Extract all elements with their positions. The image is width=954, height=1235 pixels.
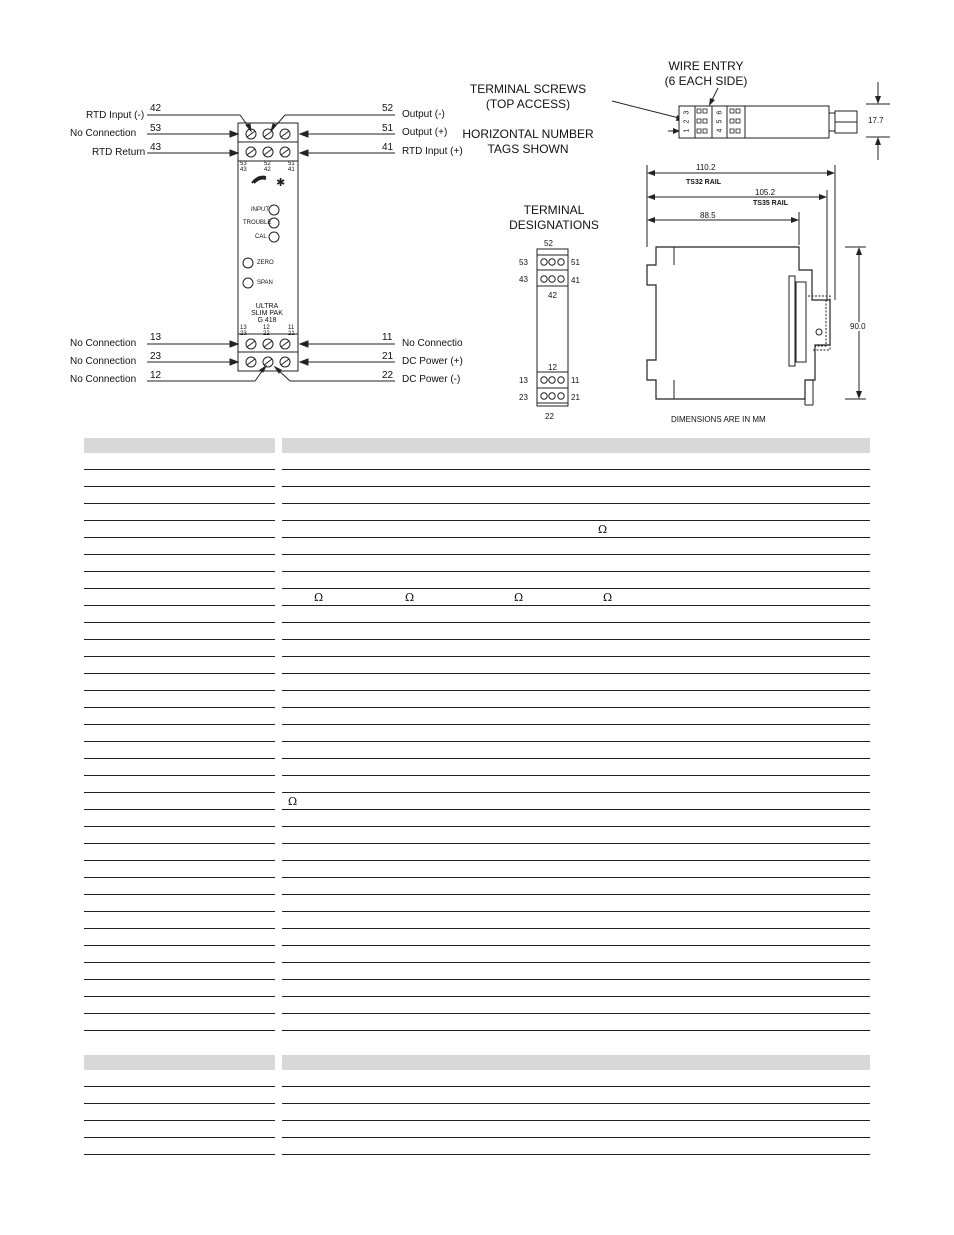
left-label-6: No Connection — [70, 374, 137, 385]
table-row — [84, 470, 870, 487]
omega-symbol: Ω — [314, 591, 324, 604]
omega-symbol: Ω — [514, 591, 524, 604]
table-row — [84, 827, 870, 844]
terminal-screws-note — [462, 82, 594, 112]
omega-symbol: Ω — [405, 591, 415, 604]
module-drawing — [0, 0, 954, 420]
desig-row3-right: 11 — [571, 376, 580, 385]
table-row — [84, 640, 870, 657]
table-header-left — [84, 1055, 275, 1070]
terminal-screws-line-1: TERMINAL SCREWS — [469, 82, 587, 96]
table-row — [84, 742, 870, 759]
entry-num-4: 4 — [716, 128, 724, 133]
table-row — [84, 1138, 870, 1155]
right-label-6: DC Power (-) — [402, 374, 461, 385]
desig-mid-bottom: 12 — [548, 363, 557, 372]
left-num-5: 23 — [150, 351, 162, 362]
table-row — [84, 504, 870, 521]
wire-entry-note — [655, 59, 757, 89]
table-row — [84, 521, 870, 538]
desig-row2-left: 43 — [519, 275, 528, 284]
table-row — [84, 1104, 870, 1121]
table-row — [84, 623, 870, 640]
table-row — [84, 895, 870, 912]
desig-row4-left: 23 — [519, 393, 528, 402]
dim-ts32-label: TS32 RAIL — [686, 179, 722, 186]
left-num-1: 42 — [150, 103, 162, 114]
table-row — [84, 691, 870, 708]
table-row — [84, 657, 870, 674]
wire-entry-line-2: (6 EACH SIDE) — [664, 74, 748, 88]
right-num-1: 52 — [382, 103, 394, 114]
table-row — [84, 861, 870, 878]
table-row — [84, 606, 870, 623]
entry-num-3: 1 — [683, 128, 691, 133]
dim-110-2: 110.2 — [696, 163, 716, 172]
right-label-4: No Connectio — [402, 338, 463, 349]
left-num-3: 43 — [150, 142, 162, 153]
table-row — [84, 759, 870, 776]
product-name — [247, 303, 287, 324]
left-num-2: 53 — [150, 123, 162, 134]
dim-90-0: 90.0 — [850, 322, 866, 331]
table-row — [84, 946, 870, 963]
svg-text:✱: ✱ — [276, 176, 286, 189]
right-label-1: Output (-) — [402, 109, 445, 120]
table-row — [84, 1087, 870, 1104]
table-row — [84, 1070, 870, 1087]
desig-row1-left: 53 — [519, 258, 528, 267]
table-header-right — [282, 1055, 870, 1070]
table-row — [84, 708, 870, 725]
right-num-5: 21 — [382, 351, 394, 362]
table-row — [84, 487, 870, 504]
led-label-trouble: TROUBLE — [243, 220, 272, 226]
desig-row3-left: 13 — [519, 376, 528, 385]
bottom-tag-3: 11 — [288, 325, 295, 331]
table-row — [84, 453, 870, 470]
table-header — [84, 438, 870, 453]
spec-table — [84, 438, 870, 1031]
table-row — [84, 980, 870, 997]
bottom-tag-1: 13 — [240, 325, 247, 331]
table-row — [84, 674, 870, 691]
entry-numbers-left — [681, 108, 693, 135]
right-label-5: DC Power (+) — [402, 356, 463, 367]
table-row — [84, 572, 870, 589]
table-row — [84, 844, 870, 861]
entry-num-1: 3 — [683, 110, 691, 115]
left-num-6: 12 — [150, 370, 162, 381]
right-num-2: 51 — [382, 123, 394, 134]
horizontal-tags-note — [460, 127, 596, 157]
dimensions-note: DIMENSIONS ARE IN MM — [671, 415, 766, 424]
top-tag-6: 41 — [288, 167, 295, 173]
table-row — [84, 1014, 870, 1031]
left-label-2: No Connection — [70, 128, 137, 139]
top-tag-4: 43 — [240, 167, 247, 173]
table-header-right — [282, 438, 870, 453]
right-num-3: 41 — [382, 142, 394, 153]
led-label-cal: CAL — [255, 234, 267, 240]
omega-symbol: Ω — [598, 523, 608, 536]
pot-label-span: SPAN — [257, 280, 273, 286]
led-label-input: INPUT — [251, 207, 269, 213]
right-num-4: 11 — [382, 332, 393, 343]
omega-symbol: Ω — [288, 795, 298, 808]
terminal-screws-line-2: (TOP ACCESS) — [485, 97, 571, 111]
table-row — [84, 725, 870, 742]
entry-numbers-right — [714, 108, 726, 135]
dim-ts35-label: TS35 RAIL — [753, 200, 789, 207]
left-label-1: RTD Input (-) — [86, 110, 145, 121]
product-line-3: G 418 — [257, 317, 277, 324]
horizontal-tags-line-1: HORIZONTAL NUMBER — [462, 127, 594, 141]
desig-mid-top: 42 — [548, 291, 557, 300]
entry-num-6: 6 — [716, 110, 724, 115]
bottom-tag-2: 12 — [263, 325, 270, 331]
terminal-designations-line-2: DESIGNATIONS — [509, 218, 599, 232]
desig-row2-right: 41 — [571, 276, 580, 285]
left-label-4: No Connection — [70, 338, 137, 349]
table-row — [84, 912, 870, 929]
table-row — [84, 776, 870, 793]
bottom-tag-6: 21 — [288, 331, 295, 337]
dim-17-7: 17.7 — [868, 116, 884, 125]
terminal-designations-line-1: TERMINAL — [523, 203, 585, 217]
product-line-2: SLIM PAK — [251, 310, 283, 317]
table-row — [84, 810, 870, 827]
desig-top-center: 52 — [544, 239, 553, 248]
pot-label-zero: ZERO — [257, 260, 274, 266]
omega-symbol: Ω — [603, 591, 613, 604]
top-tag-2: 52 — [264, 161, 271, 167]
horizontal-tags-line-2: TAGS SHOWN — [487, 142, 569, 156]
table-row — [84, 555, 870, 572]
desig-row1-right: 51 — [571, 258, 580, 267]
table-row — [84, 793, 870, 810]
table-row — [84, 997, 870, 1014]
table-row — [84, 589, 870, 606]
top-tag-1: 53 — [240, 161, 247, 167]
bottom-tag-5: 22 — [263, 331, 270, 337]
right-num-6: 22 — [382, 370, 394, 381]
desig-bottom-center: 22 — [545, 412, 554, 421]
desig-row4-right: 21 — [571, 393, 580, 402]
right-label-2: Output (+) — [402, 127, 448, 138]
dim-105-2: 105.2 — [755, 188, 776, 197]
top-tag-3: 51 — [288, 161, 295, 167]
table-header-left — [84, 438, 275, 453]
entry-num-2: 2 — [683, 119, 691, 124]
terminal-designations-title — [502, 203, 606, 233]
product-line-1: ULTRA — [255, 303, 279, 310]
spec-table-2 — [84, 1055, 870, 1155]
left-label-3: RTD Return — [92, 147, 146, 158]
table-row — [84, 963, 870, 980]
top-tag-5: 42 — [264, 167, 271, 173]
wire-entry-line-1: WIRE ENTRY — [668, 59, 744, 73]
left-num-4: 13 — [150, 332, 162, 343]
table-row — [84, 929, 870, 946]
table-row — [84, 538, 870, 555]
left-label-5: No Connection — [70, 356, 137, 367]
table-header — [84, 1055, 870, 1070]
entry-num-5: 5 — [716, 119, 724, 124]
right-label-3: RTD Input (+) — [402, 146, 463, 157]
dim-88-5: 88.5 — [700, 211, 716, 220]
table-row — [84, 878, 870, 895]
table-row — [84, 1121, 870, 1138]
bottom-tag-4: 23 — [240, 331, 247, 337]
